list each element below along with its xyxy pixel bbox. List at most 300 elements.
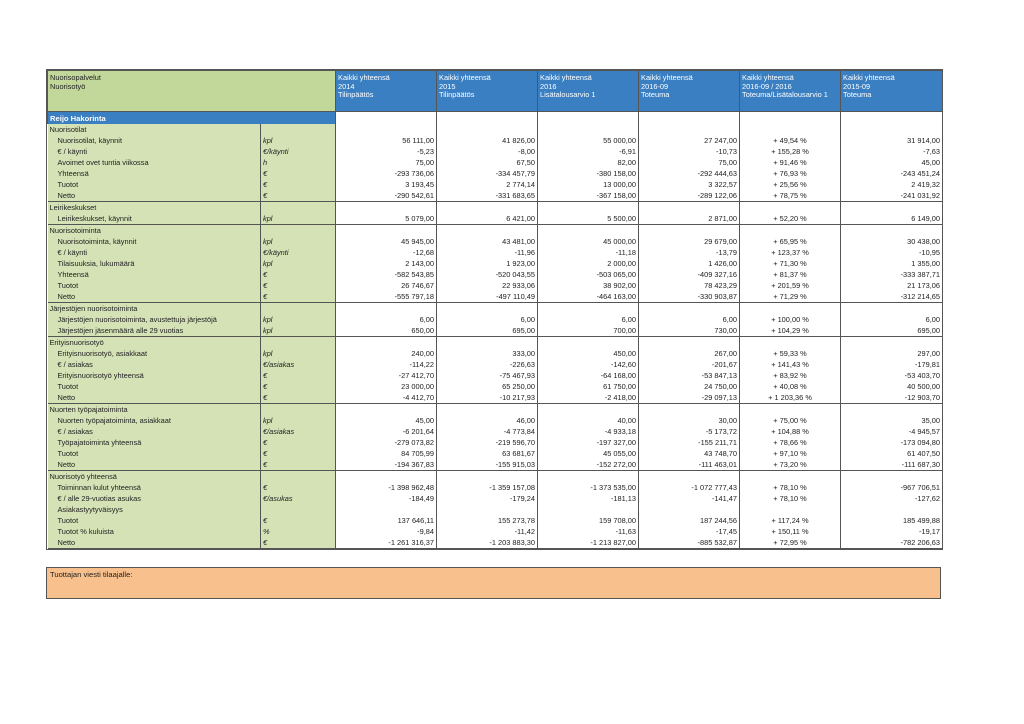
- producer-message-label: Tuottajan viesti tilaajalle:: [50, 570, 133, 579]
- value-cell: -12 903,70: [841, 392, 943, 404]
- value-cell: -29 097,13: [639, 392, 740, 404]
- value-cell: -520 043,55: [437, 269, 538, 280]
- value-cell: -11,63: [538, 526, 639, 537]
- table-row: [48, 291, 943, 303]
- value-cell: -464 163,00: [538, 291, 639, 303]
- row-unit: [261, 303, 336, 315]
- table-row: [48, 515, 943, 526]
- value-cell: -11,42: [437, 526, 538, 537]
- table-row: [48, 370, 943, 381]
- row-unit: €/käynti: [261, 146, 336, 157]
- value-cell: 30,00: [639, 415, 740, 426]
- ratio-cell: + 100,00 %: [740, 314, 841, 325]
- value-cell: [841, 404, 943, 416]
- row-unit: €: [261, 537, 336, 549]
- value-cell: [639, 124, 740, 135]
- value-cell: [538, 404, 639, 416]
- value-cell: 650,00: [336, 325, 437, 337]
- value-cell: 24 750,00: [639, 381, 740, 392]
- table-row: [48, 314, 943, 325]
- value-cell: -241 031,92: [841, 190, 943, 202]
- row-label: € / käynti: [48, 146, 261, 157]
- value-cell: -5 173,72: [639, 426, 740, 437]
- value-cell: -1 261 316,37: [336, 537, 437, 549]
- value-cell: [437, 471, 538, 483]
- ratio-cell: + 65,95 %: [740, 236, 841, 247]
- value-cell: 63 681,67: [437, 448, 538, 459]
- row-label: Tuotot: [48, 280, 261, 291]
- table-row: [48, 381, 943, 392]
- value-cell: 26 746,67: [336, 280, 437, 291]
- value-cell: -10 217,93: [437, 392, 538, 404]
- ratio-cell: + 155,28 %: [740, 146, 841, 157]
- value-cell: [639, 471, 740, 483]
- row-unit: [261, 124, 336, 135]
- table-row: [48, 157, 943, 168]
- value-cell: 41 826,00: [437, 135, 538, 146]
- value-cell: 56 111,00: [336, 135, 437, 146]
- value-cell: -53 403,70: [841, 370, 943, 381]
- section-row: [48, 337, 943, 349]
- value-cell: -8,00: [437, 146, 538, 157]
- value-cell: [538, 337, 639, 349]
- unit-name: Nuorisotyö: [50, 81, 86, 91]
- value-cell: 2 000,00: [538, 258, 639, 269]
- table-row: [48, 415, 943, 426]
- section-row: [48, 471, 943, 483]
- row-label: Avoimet ovet tuntia viikossa: [48, 157, 261, 168]
- value-cell: [437, 337, 538, 349]
- row-label: Järjestöjen jäsenmäärä alle 29 vuotias: [48, 325, 261, 337]
- value-cell: -6 201,64: [336, 426, 437, 437]
- value-cell: 46,00: [437, 415, 538, 426]
- ratio-cell: + 150,11 %: [740, 526, 841, 537]
- value-cell: -194 367,83: [336, 459, 437, 471]
- value-cell: 40,00: [538, 415, 639, 426]
- ratio-cell: + 78,10 %: [740, 493, 841, 504]
- value-cell: 5 500,00: [538, 213, 639, 225]
- table-row: [48, 493, 943, 504]
- value-cell: 40 500,00: [841, 381, 943, 392]
- table-row: [48, 325, 943, 337]
- row-unit: €: [261, 179, 336, 190]
- ratio-cell: + 141,43 %: [740, 359, 841, 370]
- row-label: € / asiakas: [48, 359, 261, 370]
- row-label: Tuotot: [48, 515, 261, 526]
- row-label: Nuorten työpajatoiminta, asiakkaat: [48, 415, 261, 426]
- row-unit: kpl: [261, 314, 336, 325]
- row-unit: [261, 504, 336, 515]
- ratio-cell: + 78,75 %: [740, 190, 841, 202]
- value-cell: 240,00: [336, 348, 437, 359]
- value-cell: 6 421,00: [437, 213, 538, 225]
- value-cell: [639, 404, 740, 416]
- value-cell: -1 203 883,30: [437, 537, 538, 549]
- value-cell: 31 914,00: [841, 135, 943, 146]
- value-cell: [437, 404, 538, 416]
- value-cell: -782 206,63: [841, 537, 943, 549]
- value-cell: -27 412,70: [336, 370, 437, 381]
- value-cell: 55 000,00: [538, 135, 639, 146]
- value-cell: 333,00: [437, 348, 538, 359]
- value-cell: -155 211,71: [639, 437, 740, 448]
- row-label: € / asiakas: [48, 426, 261, 437]
- value-cell: 700,00: [538, 325, 639, 337]
- value-cell: -582 543,85: [336, 269, 437, 280]
- value-cell: 5 079,00: [336, 213, 437, 225]
- value-cell: -1 373 535,00: [538, 482, 639, 493]
- value-cell: [841, 337, 943, 349]
- row-label: Erityisnuorisotyö yhteensä: [48, 370, 261, 381]
- ratio-cell: + 72,95 %: [740, 537, 841, 549]
- ratio-cell: + 76,93 %: [740, 168, 841, 179]
- value-cell: 6,00: [639, 314, 740, 325]
- value-cell: 23 000,00: [336, 381, 437, 392]
- value-cell: [639, 504, 740, 515]
- row-label: Tuotot: [48, 381, 261, 392]
- value-cell: 450,00: [538, 348, 639, 359]
- value-cell: -5,23: [336, 146, 437, 157]
- value-cell: [841, 504, 943, 515]
- row-label: € / alle 29-vuotias asukas: [48, 493, 261, 504]
- value-cell: 185 499,88: [841, 515, 943, 526]
- row-label: Nuorisotoiminta: [48, 225, 261, 237]
- value-cell: -10,73: [639, 146, 740, 157]
- value-cell: -1 398 962,48: [336, 482, 437, 493]
- value-cell: -290 542,61: [336, 190, 437, 202]
- ratio-cell: + 52,20 %: [740, 213, 841, 225]
- owner-name: Reijo Hakorinta: [48, 112, 336, 125]
- table-row: [48, 168, 943, 179]
- row-unit: €: [261, 269, 336, 280]
- value-cell: -17,45: [639, 526, 740, 537]
- ratio-cell: + 81,37 %: [740, 269, 841, 280]
- row-label: Tilaisuuksia, lukumäärä: [48, 258, 261, 269]
- value-cell: [538, 303, 639, 315]
- value-cell: -11,18: [538, 247, 639, 258]
- value-cell: 45,00: [336, 415, 437, 426]
- row-unit: %: [261, 526, 336, 537]
- value-cell: -12,68: [336, 247, 437, 258]
- org-name: Nuorisopalvelut: [50, 73, 101, 82]
- value-cell: 137 646,11: [336, 515, 437, 526]
- ratio-cell: + 1 203,36 %: [740, 392, 841, 404]
- value-cell: 45 000,00: [538, 236, 639, 247]
- row-label: Nuorisotoiminta, käynnit: [48, 236, 261, 247]
- ratio-cell: + 71,30 %: [740, 258, 841, 269]
- report-sheet: [46, 69, 943, 550]
- table-row: [48, 482, 943, 493]
- value-cell: 2 143,00: [336, 258, 437, 269]
- row-label: Työpajatoiminta yhteensä: [48, 437, 261, 448]
- value-cell: 61 750,00: [538, 381, 639, 392]
- row-unit: kpl: [261, 325, 336, 337]
- row-label: Netto: [48, 190, 261, 202]
- value-cell: -111 687,30: [841, 459, 943, 471]
- value-cell: 67,50: [437, 157, 538, 168]
- ratio-cell: + 73,20 %: [740, 459, 841, 471]
- value-cell: 695,00: [437, 325, 538, 337]
- value-cell: -114,22: [336, 359, 437, 370]
- value-cell: -312 214,65: [841, 291, 943, 303]
- value-cell: -64 168,00: [538, 370, 639, 381]
- value-cell: -367 158,00: [538, 190, 639, 202]
- value-cell: 30 438,00: [841, 236, 943, 247]
- ratio-cell: + 104,88 %: [740, 426, 841, 437]
- value-cell: -243 451,24: [841, 168, 943, 179]
- value-cell: [336, 337, 437, 349]
- table-row: [48, 359, 943, 370]
- ratio-cell: + 25,56 %: [740, 179, 841, 190]
- row-label: Netto: [48, 537, 261, 549]
- ratio-cell: + 97,10 %: [740, 448, 841, 459]
- value-cell: -219 596,70: [437, 437, 538, 448]
- value-cell: 78 423,29: [639, 280, 740, 291]
- table-row: [48, 179, 943, 190]
- value-cell: 43 748,70: [639, 448, 740, 459]
- column-header: Kaikki yhteensä 2016 Lisätalousarvio 1: [538, 71, 639, 112]
- table-row: [48, 190, 943, 202]
- value-cell: 35,00: [841, 415, 943, 426]
- value-cell: 75,00: [639, 157, 740, 168]
- row-unit: €: [261, 291, 336, 303]
- row-unit: kpl: [261, 135, 336, 146]
- ratio-cell: + 78,10 %: [740, 482, 841, 493]
- value-cell: 6,00: [336, 314, 437, 325]
- ratio-cell: [740, 504, 841, 515]
- value-cell: -142,60: [538, 359, 639, 370]
- row-unit: kpl: [261, 348, 336, 359]
- row-unit: €/asiakas: [261, 426, 336, 437]
- value-cell: 159 708,00: [538, 515, 639, 526]
- column-header: Kaikki yhteensä 2016-09 / 2016 Toteuma/Lisätalousarvio 1: [740, 71, 841, 112]
- value-cell: -179,24: [437, 493, 538, 504]
- row-label: Asiakastyytyväisyys: [48, 504, 261, 515]
- value-cell: [437, 124, 538, 135]
- value-cell: [639, 337, 740, 349]
- row-unit: kpl: [261, 258, 336, 269]
- value-cell: 2 419,32: [841, 179, 943, 190]
- value-cell: -127,62: [841, 493, 943, 504]
- value-cell: 75,00: [336, 157, 437, 168]
- value-cell: [538, 225, 639, 237]
- table-row: [48, 213, 943, 225]
- value-cell: 695,00: [841, 325, 943, 337]
- value-cell: [538, 202, 639, 214]
- owner-row: [48, 112, 943, 125]
- value-cell: -409 327,16: [639, 269, 740, 280]
- ratio-cell: + 40,08 %: [740, 381, 841, 392]
- value-cell: 6 149,00: [841, 213, 943, 225]
- value-cell: [437, 202, 538, 214]
- value-cell: 187 244,56: [639, 515, 740, 526]
- table-row: [48, 280, 943, 291]
- row-unit: [261, 202, 336, 214]
- header-row: [48, 71, 943, 112]
- row-label: Järjestöjen nuorisotoiminta: [48, 303, 261, 315]
- report-table: [47, 70, 943, 549]
- ratio-cell: [740, 471, 841, 483]
- column-header: Kaikki yhteensä 2015 Tilinpäätös: [437, 71, 538, 112]
- value-cell: [639, 303, 740, 315]
- value-cell: -10,95: [841, 247, 943, 258]
- value-cell: [841, 202, 943, 214]
- value-cell: -184,49: [336, 493, 437, 504]
- value-cell: [841, 303, 943, 315]
- value-cell: 13 000,00: [538, 179, 639, 190]
- value-cell: -1 072 777,43: [639, 482, 740, 493]
- row-label: Erityisnuorisotyö: [48, 337, 261, 349]
- section-row: [48, 225, 943, 237]
- row-unit: €: [261, 437, 336, 448]
- value-cell: 22 933,06: [437, 280, 538, 291]
- ratio-cell: [740, 225, 841, 237]
- value-cell: -885 532,87: [639, 537, 740, 549]
- value-cell: -226,63: [437, 359, 538, 370]
- ratio-cell: + 123,37 %: [740, 247, 841, 258]
- table-row: [48, 526, 943, 537]
- value-cell: -967 706,51: [841, 482, 943, 493]
- row-unit: €: [261, 482, 336, 493]
- value-cell: -4 945,57: [841, 426, 943, 437]
- value-cell: [437, 225, 538, 237]
- value-cell: -497 110,49: [437, 291, 538, 303]
- ratio-cell: + 59,33 %: [740, 348, 841, 359]
- value-cell: [841, 124, 943, 135]
- row-label: € / käynti: [48, 247, 261, 258]
- row-label: Järjestöjen nuorisotoiminta, avustettuja järjestöjä: [48, 314, 261, 325]
- value-cell: -380 158,00: [538, 168, 639, 179]
- value-cell: 3 193,45: [336, 179, 437, 190]
- value-cell: [336, 124, 437, 135]
- ratio-cell: + 117,24 %: [740, 515, 841, 526]
- table-row: [48, 459, 943, 471]
- value-cell: 21 173,06: [841, 280, 943, 291]
- value-cell: -2 418,00: [538, 392, 639, 404]
- value-cell: [336, 225, 437, 237]
- value-cell: [336, 471, 437, 483]
- row-unit: [261, 225, 336, 237]
- section-row: [48, 303, 943, 315]
- value-cell: -179,81: [841, 359, 943, 370]
- value-cell: 730,00: [639, 325, 740, 337]
- row-label: Tuotot % kuluista: [48, 526, 261, 537]
- value-cell: -9,84: [336, 526, 437, 537]
- ratio-cell: + 49,54 %: [740, 135, 841, 146]
- value-cell: -334 457,79: [437, 168, 538, 179]
- value-cell: 155 273,78: [437, 515, 538, 526]
- value-cell: [336, 202, 437, 214]
- value-cell: 2 774,14: [437, 179, 538, 190]
- value-cell: [538, 124, 639, 135]
- value-cell: 267,00: [639, 348, 740, 359]
- value-cell: -197 327,00: [538, 437, 639, 448]
- row-unit: [261, 471, 336, 483]
- row-label: Netto: [48, 459, 261, 471]
- ratio-cell: [740, 202, 841, 214]
- value-cell: 3 322,57: [639, 179, 740, 190]
- row-label: Nuorisotyö yhteensä: [48, 471, 261, 483]
- table-row: [48, 247, 943, 258]
- row-unit: €: [261, 168, 336, 179]
- ratio-cell: + 83,92 %: [740, 370, 841, 381]
- value-cell: [336, 504, 437, 515]
- table-row: [48, 437, 943, 448]
- value-cell: 43 481,00: [437, 236, 538, 247]
- table-row: [48, 236, 943, 247]
- value-cell: 1 923,00: [437, 258, 538, 269]
- column-header: Kaikki yhteensä 2016-09 Toteuma: [639, 71, 740, 112]
- value-cell: 297,00: [841, 348, 943, 359]
- value-cell: -141,47: [639, 493, 740, 504]
- value-cell: 6,00: [437, 314, 538, 325]
- table-row: [48, 426, 943, 437]
- value-cell: [336, 303, 437, 315]
- row-label: Nuorten työpajatoiminta: [48, 404, 261, 416]
- value-cell: -1 213 827,00: [538, 537, 639, 549]
- row-unit: kpl: [261, 415, 336, 426]
- value-cell: -555 797,18: [336, 291, 437, 303]
- ratio-cell: + 201,59 %: [740, 280, 841, 291]
- value-cell: [639, 202, 740, 214]
- column-header: Kaikki yhteensä 2014 Tilinpäätös: [336, 71, 437, 112]
- row-label: Toiminnan kulut yhteensä: [48, 482, 261, 493]
- table-row: [48, 448, 943, 459]
- row-label: Netto: [48, 392, 261, 404]
- value-cell: 6,00: [841, 314, 943, 325]
- row-unit: [261, 337, 336, 349]
- table-row: [48, 348, 943, 359]
- value-cell: -1 359 157,08: [437, 482, 538, 493]
- value-cell: [538, 471, 639, 483]
- value-cell: [437, 303, 538, 315]
- value-cell: 27 247,00: [639, 135, 740, 146]
- value-cell: -6,91: [538, 146, 639, 157]
- value-cell: [639, 225, 740, 237]
- section-row: [48, 404, 943, 416]
- table-row: [48, 258, 943, 269]
- value-cell: -4 412,70: [336, 392, 437, 404]
- row-unit: €: [261, 459, 336, 471]
- ratio-cell: [740, 124, 841, 135]
- value-cell: -152 272,00: [538, 459, 639, 471]
- section-row: [48, 124, 943, 135]
- value-cell: -7,63: [841, 146, 943, 157]
- value-cell: -292 444,63: [639, 168, 740, 179]
- value-cell: 1 426,00: [639, 258, 740, 269]
- value-cell: -13,79: [639, 247, 740, 258]
- row-unit: €: [261, 280, 336, 291]
- row-label: Erityisnuorisotyö, asiakkaat: [48, 348, 261, 359]
- table-row: [48, 504, 943, 515]
- row-unit: €: [261, 370, 336, 381]
- row-unit: €: [261, 448, 336, 459]
- row-label: Tuotot: [48, 179, 261, 190]
- ratio-cell: [740, 303, 841, 315]
- value-cell: -4 933,18: [538, 426, 639, 437]
- row-unit: €: [261, 515, 336, 526]
- value-cell: 65 250,00: [437, 381, 538, 392]
- value-cell: 61 407,50: [841, 448, 943, 459]
- value-cell: 2 871,00: [639, 213, 740, 225]
- ratio-cell: + 75,00 %: [740, 415, 841, 426]
- value-cell: -503 065,00: [538, 269, 639, 280]
- table-row: [48, 269, 943, 280]
- value-cell: -11,96: [437, 247, 538, 258]
- row-label: Yhteensä: [48, 269, 261, 280]
- ratio-cell: + 71,29 %: [740, 291, 841, 303]
- org-header: [48, 71, 336, 112]
